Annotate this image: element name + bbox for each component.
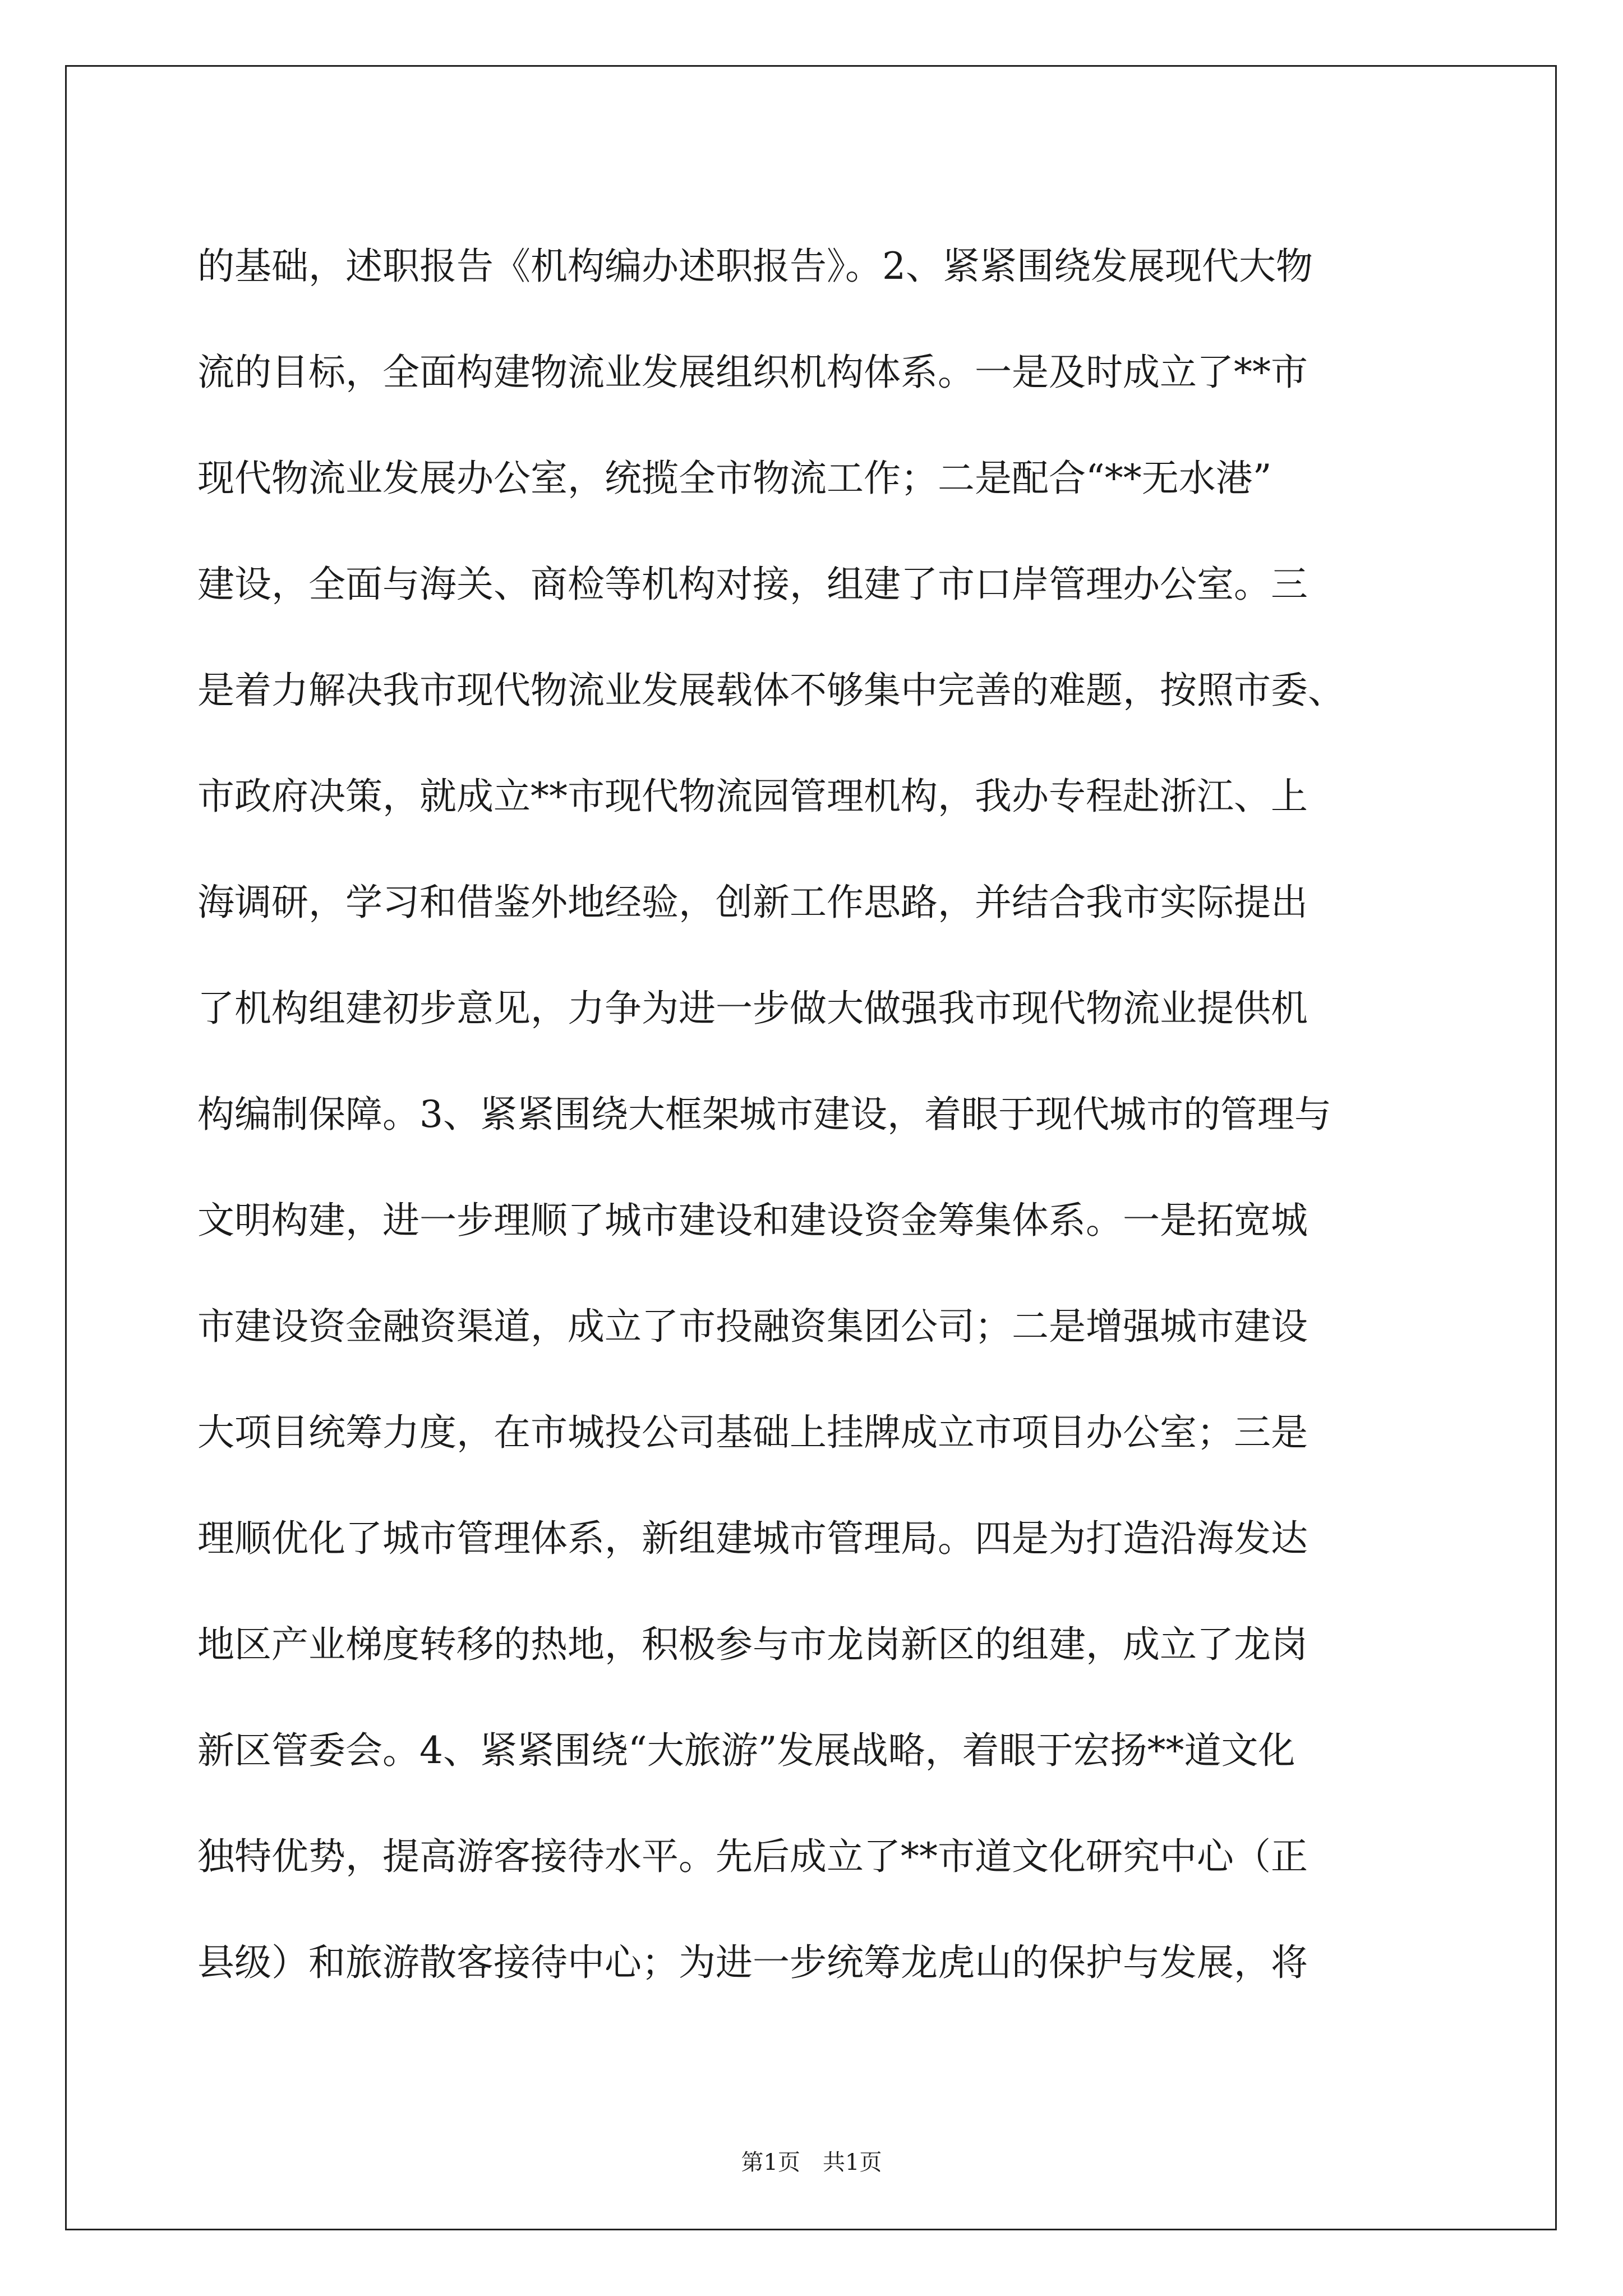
text-line: 地区产业梯度转移的热地，积极参与市龙岗新区的组建，成立了龙岗 [197,1623,1308,1666]
text-line: 县级）和旅游散客接待中心；为进一步统筹龙虎山的保护与发展，将 [197,1941,1308,1984]
text-line: 文明构建，进一步理顺了城市建设和建设资金筹集体系。一是拓宽城 [197,1199,1308,1242]
text-line: 新区管委会。4、紧紧围绕“大旅游”发展战略，着眼于宏扬**道文化 [197,1729,1295,1772]
text-line: 海调研，学习和借鉴外地经验，创新工作思路，并结合我市实际提出 [197,881,1308,924]
text-line: 理顺优化了城市管理体系，新组建城市管理局。四是为打造沿海发达 [197,1517,1308,1560]
text-line: 大项目统筹力度，在市城投公司基础上挂牌成立市项目办公室；三是 [197,1411,1308,1454]
text-line: 流的目标，全面构建物流业发展组织机构体系。一是及时成立了**市 [197,351,1308,394]
text-line: 的基础，述职报告《机构编办述职报告》。2、紧紧围绕发展现代大物 [197,245,1313,288]
text-line: 现代物流业发展办公室，统揽全市物流工作；二是配合“**无水港” [197,457,1272,500]
text-line: 独特优势，提高游客接待水平。先后成立了**市道文化研究中心（正 [197,1835,1308,1878]
text-line: 建设，全面与海关、商检等机构对接，组建了市口岸管理办公室。三 [197,563,1308,606]
document-body [197,213,1470,2016]
page-number-footer: 第1页 共1页 [741,2150,882,2175]
text-line: 市建设资金融资渠道，成立了市投融资集团公司；二是增强城市建设 [197,1305,1308,1348]
text-line: 了机构组建初步意见，力争为进一步做大做强我市现代物流业提供机 [197,987,1308,1030]
text-line: 构编制保障。3、紧紧围绕大框架城市建设，着眼于现代城市的管理与 [197,1093,1331,1136]
text-line: 市政府决策，就成立**市现代物流园管理机构，我办专程赴浙江、上 [197,775,1308,818]
text-line: 是着力解决我市现代物流业发展载体不够集中完善的难题，按照市委、 [197,669,1345,712]
